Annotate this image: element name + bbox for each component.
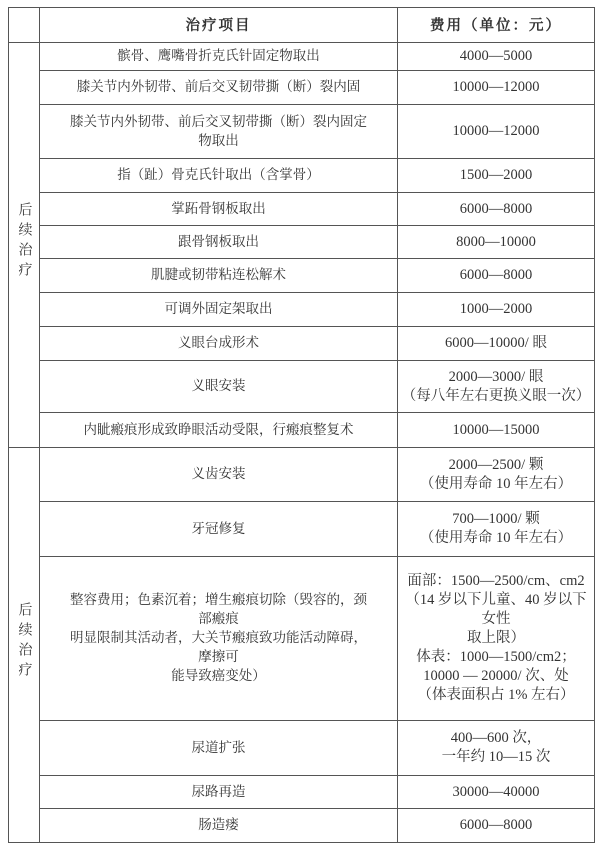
group-label-text: 后续治疗 xyxy=(16,602,33,682)
table-row xyxy=(9,448,595,502)
table-row xyxy=(9,721,595,776)
treatment-item xyxy=(40,448,398,502)
fee-value-line: 700—1000/ 颗 xyxy=(452,511,540,527)
treatment-item xyxy=(40,776,398,809)
treatment-item xyxy=(40,557,398,721)
treatment-item xyxy=(40,43,398,71)
fee-value-line: 8000—10000 xyxy=(456,233,536,250)
treatment-item xyxy=(40,159,398,193)
table-row xyxy=(9,776,595,809)
treatment-item xyxy=(40,105,398,159)
treatment-item-line: 摩擦可 xyxy=(198,649,239,665)
treatment-item-line: 肠造瘘 xyxy=(198,817,239,833)
treatment-item xyxy=(40,361,398,413)
treatment-item xyxy=(40,259,398,293)
fee-value-line: （使用寿命 10 年左右） xyxy=(419,530,573,546)
treatment-item xyxy=(40,502,398,557)
fee-value-line: 2000—3000/ 眼 xyxy=(448,368,544,385)
treatment-item xyxy=(40,226,398,259)
treatment-item-line: 膝关节内外韧带、前后交叉韧带撕（断）裂内固 xyxy=(76,79,361,95)
fee-value xyxy=(398,557,595,721)
fee-value-line: 女性 xyxy=(481,611,511,627)
fee-value-line: （体表面积占 1% 左右） xyxy=(417,687,575,703)
fee-value-line: 4000—5000 xyxy=(459,48,533,64)
fee-value xyxy=(398,361,595,413)
treatment-item xyxy=(40,71,398,105)
treatment-item-line: 可调外固定架取出 xyxy=(164,301,273,317)
fee-value xyxy=(398,43,595,71)
treatment-item xyxy=(40,721,398,776)
fee-value-line: 10000—12000 xyxy=(452,123,540,139)
fee-value xyxy=(398,448,595,502)
header-blank xyxy=(9,8,40,43)
header-item: 治疗项目 xyxy=(40,8,398,43)
fee-value xyxy=(398,193,595,226)
treatment-item-line: 尿路再造 xyxy=(191,783,246,800)
fee-value-line: 一年约 10—15 次 xyxy=(441,749,551,765)
fee-value-line: 面部：1500—2500/cm、cm2 xyxy=(407,573,585,589)
table-row xyxy=(9,413,595,448)
fee-value-line: 10000—12000 xyxy=(452,79,540,95)
fee-value-line: （使用寿命 10 年左右） xyxy=(419,475,573,492)
treatment-item-line: 内眦瘢痕形成致睁眼活动受限，行瘢痕整复术 xyxy=(83,421,354,438)
fee-table xyxy=(8,7,595,843)
table-row xyxy=(9,193,595,226)
treatment-item xyxy=(40,413,398,448)
fee-value xyxy=(398,413,595,448)
treatment-item-line: 义齿安装 xyxy=(191,466,246,482)
fee-value-line: 10000 — 20000/ 次、处 xyxy=(423,668,569,684)
treatment-item-line: 能导致癌变处） xyxy=(171,668,266,684)
fee-value xyxy=(398,159,595,193)
fee-value xyxy=(398,327,595,361)
fee-value-line: 2000—2500/ 颗 xyxy=(448,456,544,473)
treatment-item-line: 牙冠修复 xyxy=(191,520,246,537)
header-fee: 费用（单位：元） xyxy=(398,8,595,43)
fee-value-line: 取上限） xyxy=(467,630,525,646)
table-row xyxy=(9,557,595,721)
treatment-item xyxy=(40,293,398,327)
fee-value xyxy=(398,776,595,809)
fee-value-line: 400—600 次， xyxy=(450,730,542,746)
fee-value xyxy=(398,809,595,843)
treatment-item-line: 整容费用；色素沉着；增生瘢痕切除（毁容的，颈 xyxy=(70,592,367,608)
treatment-item-line: 膝关节内外韧带、前后交叉韧带撕（断）裂内固定 xyxy=(70,113,367,130)
fee-value-line: （每八年左右更换义眼一次） xyxy=(401,387,591,404)
table-row xyxy=(9,809,595,843)
table-row xyxy=(9,43,595,71)
fee-value-line: 体表：1000—1500/cm2； xyxy=(416,649,576,665)
fee-value-line: （14 岁以下儿童、40 岁以下 xyxy=(405,592,587,608)
table-row xyxy=(9,259,595,293)
fee-value-line: 6000—8000 xyxy=(459,817,533,833)
fee-value xyxy=(398,293,595,327)
table-row xyxy=(9,226,595,259)
fee-value xyxy=(398,721,595,776)
treatment-item-line: 掌跖骨钢板取出 xyxy=(171,200,266,217)
fee-value xyxy=(398,226,595,259)
table-row xyxy=(9,71,595,105)
fee-value-line: 30000—40000 xyxy=(452,783,540,800)
treatment-item-line: 义眼台成形术 xyxy=(178,335,259,351)
table-row xyxy=(9,327,595,361)
fee-value xyxy=(398,71,595,105)
fee-value xyxy=(398,502,595,557)
treatment-item xyxy=(40,327,398,361)
treatment-item-line: 义眼安装 xyxy=(191,378,246,394)
header-row xyxy=(9,8,595,43)
treatment-item-line: 明显限制其活动者，大关节瘢痕致功能活动障碍， xyxy=(70,630,367,646)
fee-value-line: 6000—8000 xyxy=(459,200,533,217)
table-row xyxy=(9,293,595,327)
fee-value xyxy=(398,105,595,159)
table-row xyxy=(9,105,595,159)
treatment-item xyxy=(40,809,398,843)
group-label-text: 后续治疗 xyxy=(16,202,33,282)
fee-value-line: 1000—2000 xyxy=(459,301,533,317)
treatment-item-line: 部瘢痕 xyxy=(198,611,239,627)
treatment-item-line: 物取出 xyxy=(198,132,239,149)
table-row xyxy=(9,502,595,557)
table-row xyxy=(9,361,595,413)
treatment-item xyxy=(40,193,398,226)
treatment-item-line: 肌腱或韧带粘连松解术 xyxy=(151,267,286,283)
fee-value-line: 6000—8000 xyxy=(459,267,533,283)
treatment-item-line: 尿道扩张 xyxy=(191,739,246,756)
fee-value-line: 10000—15000 xyxy=(452,421,540,438)
group-label xyxy=(9,43,40,448)
treatment-item-line: 跟骨钢板取出 xyxy=(178,233,259,250)
fee-value-line: 1500—2000 xyxy=(459,167,533,183)
fee-value xyxy=(398,259,595,293)
group-label xyxy=(9,448,40,843)
fee-value-line: 6000—10000/ 眼 xyxy=(445,335,547,351)
table-row xyxy=(9,159,595,193)
treatment-item-line: 髌骨、鹰嘴骨折克氏针固定物取出 xyxy=(117,48,320,64)
treatment-item-line: 指（趾）骨克氏针取出（含掌骨） xyxy=(117,167,320,183)
